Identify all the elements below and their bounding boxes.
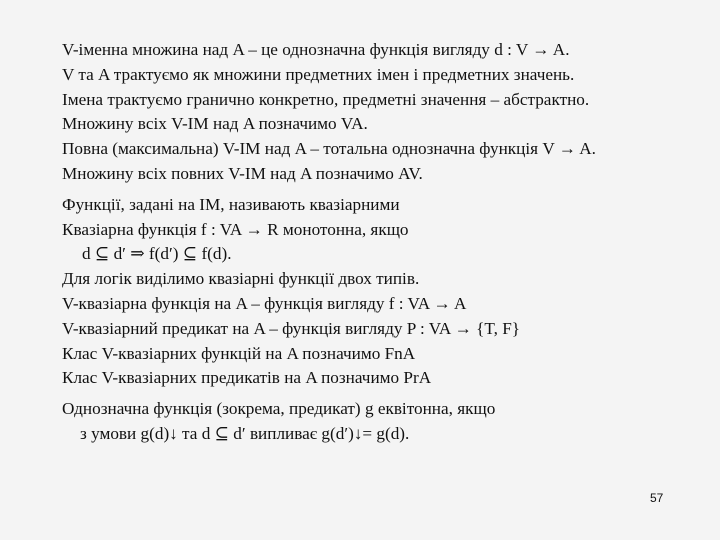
text-line: Для логік виділимо квазіарні функції двох типів. <box>62 269 420 289</box>
text-line: Однозначна функція (зокрема, предикат) g еквітонна, якщо <box>62 399 496 419</box>
text-line: Множину всіх повних V-ІМ над A позначимо AV. <box>62 163 423 183</box>
text-line: Функції, задані на ІМ, називають квазіарними <box>62 194 400 214</box>
text-line: V та A трактуємо як множини предметних імен і предметних значень. <box>62 64 575 84</box>
text-line: V-іменна множина над A – це однозначна функція вигляду d : V → A. <box>62 40 570 59</box>
text-line: Повна (максимальна) V-ІМ над A – тотальна однозначна функція V → A. <box>62 139 596 159</box>
formula-line: d ⊆ d′ ⇒ f(d′) ⊆ f(d). <box>82 244 232 264</box>
text-line: V-квазіарна функція на A – функція вигляду f : VA → A <box>62 293 467 313</box>
slide-content <box>62 38 702 447</box>
page-number: 57 <box>650 491 664 505</box>
text-line: Клас V-квазіарних функцій на A позначимо FnA <box>62 343 416 363</box>
text-line: Клас V-квазіарних предикатів на A позначимо PrA <box>62 368 432 388</box>
text-line: Множину всіх V-ІМ над A позначимо VA. <box>62 114 368 134</box>
text-line: Квазіарна функція f : VA → R монотонна, якщо <box>62 219 409 239</box>
text-line: Імена трактуємо гранично конкретно, предметні значення – абстрактно. <box>62 89 590 109</box>
formula-line: з умови g(d)↓ та d ⊆ d′ випливає g(d′)↓= g(d). <box>80 423 410 443</box>
text-line: V-квазіарний предикат на A – функція вигляду P : VA → {T, F} <box>62 318 521 338</box>
